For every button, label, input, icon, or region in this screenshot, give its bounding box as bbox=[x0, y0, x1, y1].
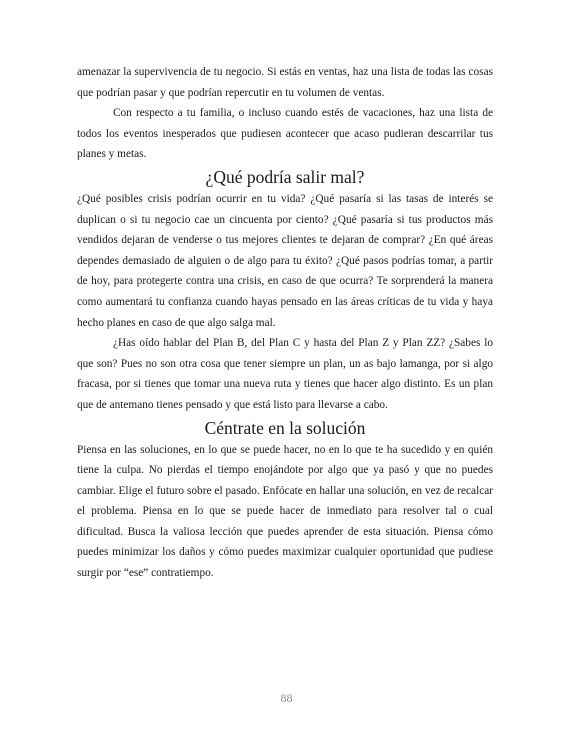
section1-paragraph-1: ¿Qué posibles crisis podrían ocurrir en tu vida? ¿Qué pasaría si las tasas de interés se duplican o si tu negocio cae un cincuenta por ciento? ¿Qué pasaría si tus productos más vendidos dejaran de venderse o tus mejores clientes te dejaran de comprar? ¿En qué áreas dependes demasiado de alguien o de algo para tu éxito? ¿Qué pasos podrías tomar, a partir de hoy, para protegerte contra una crisis, en caso de que ocurra? Te sorprenderá la manera como aumentará tu confianza cuando hayas pensado en las áreas críticas de tu vida y haya hecho planes en caso de que algo salga mal. bbox=[77, 192, 493, 329]
section2-paragraph-1: Piensa en las soluciones, en lo que se puede hacer, no en lo que te ha sucedido y en quién tiene la culpa. No pierdas el tiempo enojándote por algo que ya pasó y que no puedes cambiar. Elige el futuro sobre el pasado. Enfócate en hallar una solución, en vez de recalcar el problema. Piensa en lo que se puede hacer de inmediato para resolver tal o cual dificultad. Busca la valiosa lección que puedes aprender de esta situación. Piensa cómo puedes minimizar los daños y cómo puedes maximizar cualquier oportunidad que pudiese surgir por “ese” contratiempo. bbox=[77, 443, 493, 580]
page-content bbox=[77, 62, 493, 584]
page-number: 88 bbox=[280, 691, 293, 705]
section-heading-centrate-en-la-solucion: Céntrate en la solución bbox=[204, 417, 366, 438]
section1-paragraph-2: ¿Has oído hablar del Plan B, del Plan C y hasta del Plan Z y Plan ZZ? ¿Sabes lo que son? Pues no son otra cosa que tener siempre un plan, un as bajo lamanga, por si algo fracasa, por si tienes que tomar una nueva ruta y tienes que hacer algo distinto. Es un plan que de antemano tienes pensado y que está listo para llevarse a cabo. bbox=[77, 337, 493, 411]
section-heading-que-podria-salir-mal: ¿Qué podría salir mal? bbox=[205, 166, 365, 187]
intro-paragraph-1: amenazar la supervivencia de tu negocio. Si estás en ventas, haz una lista de todas las cosas que podrían pasar y que podrían repercutir en tu volumen de ventas. bbox=[77, 66, 493, 99]
intro-paragraph-2: Con respecto a tu familia, o incluso cuando estés de vacaciones, haz una lista de todos los eventos inesperados que pudiesen acontecer que acaso pudieran descarrilar tus planes y metas. bbox=[77, 107, 493, 161]
